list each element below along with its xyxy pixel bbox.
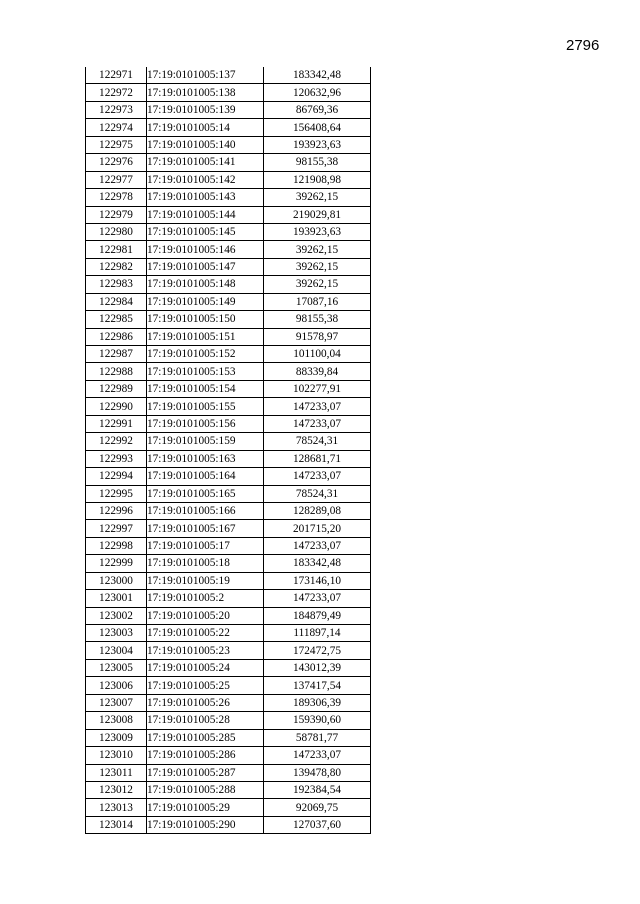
table-row bbox=[86, 816, 371, 833]
row-number-cell: 122997 bbox=[86, 520, 147, 537]
row-number-cell: 122994 bbox=[86, 468, 147, 485]
value-cell: 39262,15 bbox=[264, 189, 371, 206]
cadastral-number-cell: 17:19:0101005:143 bbox=[147, 189, 264, 206]
row-number-cell: 122980 bbox=[86, 223, 147, 240]
row-number-cell: 122981 bbox=[86, 241, 147, 258]
value-cell: 128289,08 bbox=[264, 502, 371, 519]
cadastral-number-cell: 17:19:0101005:2 bbox=[147, 590, 264, 607]
cadastral-number-cell: 17:19:0101005:290 bbox=[147, 816, 264, 833]
row-number-cell: 123010 bbox=[86, 747, 147, 764]
table-row bbox=[86, 555, 371, 572]
table-row bbox=[86, 398, 371, 415]
table-row bbox=[86, 346, 371, 363]
cadastral-number-cell: 17:19:0101005:148 bbox=[147, 276, 264, 293]
table-row bbox=[86, 572, 371, 589]
cadastral-number-cell: 17:19:0101005:286 bbox=[147, 747, 264, 764]
value-cell: 172472,75 bbox=[264, 642, 371, 659]
value-cell: 173146,10 bbox=[264, 572, 371, 589]
cadastral-number-cell: 17:19:0101005:22 bbox=[147, 625, 264, 642]
row-number-cell: 122990 bbox=[86, 398, 147, 415]
table-row bbox=[86, 799, 371, 816]
table-row bbox=[86, 520, 371, 537]
table-row bbox=[86, 258, 371, 275]
value-cell: 17087,16 bbox=[264, 293, 371, 310]
value-cell: 88339,84 bbox=[264, 363, 371, 380]
cadastral-number-cell: 17:19:0101005:137 bbox=[147, 67, 264, 84]
value-cell: 184879,49 bbox=[264, 607, 371, 624]
value-cell: 86769,36 bbox=[264, 101, 371, 118]
cadastral-number-cell: 17:19:0101005:144 bbox=[147, 206, 264, 223]
value-cell: 91578,97 bbox=[264, 328, 371, 345]
value-cell: 143012,39 bbox=[264, 659, 371, 676]
row-number-cell: 122985 bbox=[86, 311, 147, 328]
table-row bbox=[86, 537, 371, 554]
cadastral-number-cell: 17:19:0101005:159 bbox=[147, 433, 264, 450]
row-number-cell: 122982 bbox=[86, 258, 147, 275]
value-cell: 201715,20 bbox=[264, 520, 371, 537]
cadastral-number-cell: 17:19:0101005:139 bbox=[147, 101, 264, 118]
cadastral-number-cell: 17:19:0101005:153 bbox=[147, 363, 264, 380]
table-row bbox=[86, 781, 371, 798]
table-row bbox=[86, 415, 371, 432]
row-number-cell: 123007 bbox=[86, 694, 147, 711]
table-row bbox=[86, 136, 371, 153]
table-row bbox=[86, 625, 371, 642]
cadastral-number-cell: 17:19:0101005:14 bbox=[147, 119, 264, 136]
cadastral-number-cell: 17:19:0101005:20 bbox=[147, 607, 264, 624]
cadastral-number-cell: 17:19:0101005:164 bbox=[147, 468, 264, 485]
value-cell: 120632,96 bbox=[264, 84, 371, 101]
cadastral-number-cell: 17:19:0101005:19 bbox=[147, 572, 264, 589]
cadastral-number-cell: 17:19:0101005:141 bbox=[147, 154, 264, 171]
value-cell: 39262,15 bbox=[264, 241, 371, 258]
cadastral-number-cell: 17:19:0101005:17 bbox=[147, 537, 264, 554]
table-row bbox=[86, 189, 371, 206]
cadastral-number-cell: 17:19:0101005:156 bbox=[147, 415, 264, 432]
table-row bbox=[86, 607, 371, 624]
value-cell: 39262,15 bbox=[264, 276, 371, 293]
row-number-cell: 122992 bbox=[86, 433, 147, 450]
table-row bbox=[86, 468, 371, 485]
table-row bbox=[86, 450, 371, 467]
cadastral-number-cell: 17:19:0101005:18 bbox=[147, 555, 264, 572]
cadastral-number-cell: 17:19:0101005:147 bbox=[147, 258, 264, 275]
row-number-cell: 123012 bbox=[86, 781, 147, 798]
row-number-cell: 123006 bbox=[86, 677, 147, 694]
value-cell: 159390,60 bbox=[264, 712, 371, 729]
table-row bbox=[86, 659, 371, 676]
value-cell: 147233,07 bbox=[264, 415, 371, 432]
row-number-cell: 122972 bbox=[86, 84, 147, 101]
row-number-cell: 123000 bbox=[86, 572, 147, 589]
cadastral-number-cell: 17:19:0101005:150 bbox=[147, 311, 264, 328]
row-number-cell: 123014 bbox=[86, 816, 147, 833]
cadastral-number-cell: 17:19:0101005:138 bbox=[147, 84, 264, 101]
table-row bbox=[86, 712, 371, 729]
value-cell: 147233,07 bbox=[264, 398, 371, 415]
cadastral-number-cell: 17:19:0101005:163 bbox=[147, 450, 264, 467]
row-number-cell: 122986 bbox=[86, 328, 147, 345]
table-row bbox=[86, 328, 371, 345]
cadastral-number-cell: 17:19:0101005:152 bbox=[147, 346, 264, 363]
row-number-cell: 123004 bbox=[86, 642, 147, 659]
cadastral-number-cell: 17:19:0101005:155 bbox=[147, 398, 264, 415]
value-cell: 98155,38 bbox=[264, 154, 371, 171]
cadastral-number-cell: 17:19:0101005:26 bbox=[147, 694, 264, 711]
value-cell: 147233,07 bbox=[264, 747, 371, 764]
value-cell: 183342,48 bbox=[264, 555, 371, 572]
table-row bbox=[86, 241, 371, 258]
cadastral-number-cell: 17:19:0101005:154 bbox=[147, 380, 264, 397]
value-cell: 137417,54 bbox=[264, 677, 371, 694]
row-number-cell: 122977 bbox=[86, 171, 147, 188]
row-number-cell: 122976 bbox=[86, 154, 147, 171]
cadastral-number-cell: 17:19:0101005:145 bbox=[147, 223, 264, 240]
table-row bbox=[86, 642, 371, 659]
value-cell: 156408,64 bbox=[264, 119, 371, 136]
table-row bbox=[86, 747, 371, 764]
row-number-cell: 122991 bbox=[86, 415, 147, 432]
value-cell: 127037,60 bbox=[264, 816, 371, 833]
cadastral-number-cell: 17:19:0101005:25 bbox=[147, 677, 264, 694]
cadastral-number-cell: 17:19:0101005:151 bbox=[147, 328, 264, 345]
value-cell: 121908,98 bbox=[264, 171, 371, 188]
value-cell: 78524,31 bbox=[264, 485, 371, 502]
value-cell: 102277,91 bbox=[264, 380, 371, 397]
row-number-cell: 122973 bbox=[86, 101, 147, 118]
table-row bbox=[86, 363, 371, 380]
cadastral-number-cell: 17:19:0101005:140 bbox=[147, 136, 264, 153]
table-row bbox=[86, 206, 371, 223]
value-cell: 58781,77 bbox=[264, 729, 371, 746]
row-number-cell: 122999 bbox=[86, 555, 147, 572]
row-number-cell: 122971 bbox=[86, 67, 147, 84]
table-row bbox=[86, 101, 371, 118]
row-number-cell: 122996 bbox=[86, 502, 147, 519]
row-number-cell: 122978 bbox=[86, 189, 147, 206]
cadastral-number-cell: 17:19:0101005:167 bbox=[147, 520, 264, 537]
value-cell: 147233,07 bbox=[264, 590, 371, 607]
table-row bbox=[86, 276, 371, 293]
table-row bbox=[86, 694, 371, 711]
cadastral-number-cell: 17:19:0101005:287 bbox=[147, 764, 264, 781]
value-cell: 78524,31 bbox=[264, 433, 371, 450]
row-number-cell: 123001 bbox=[86, 590, 147, 607]
table-row bbox=[86, 590, 371, 607]
row-number-cell: 123008 bbox=[86, 712, 147, 729]
registry-table bbox=[85, 67, 371, 834]
cadastral-number-cell: 17:19:0101005:29 bbox=[147, 799, 264, 816]
value-cell: 128681,71 bbox=[264, 450, 371, 467]
table-row bbox=[86, 154, 371, 171]
cadastral-number-cell: 17:19:0101005:24 bbox=[147, 659, 264, 676]
value-cell: 111897,14 bbox=[264, 625, 371, 642]
table-row bbox=[86, 764, 371, 781]
cadastral-number-cell: 17:19:0101005:23 bbox=[147, 642, 264, 659]
cadastral-number-cell: 17:19:0101005:166 bbox=[147, 502, 264, 519]
value-cell: 139478,80 bbox=[264, 764, 371, 781]
row-number-cell: 123011 bbox=[86, 764, 147, 781]
table-row bbox=[86, 84, 371, 101]
table-row bbox=[86, 293, 371, 310]
table-row bbox=[86, 677, 371, 694]
table-row bbox=[86, 67, 371, 84]
cadastral-number-cell: 17:19:0101005:285 bbox=[147, 729, 264, 746]
row-number-cell: 122989 bbox=[86, 380, 147, 397]
value-cell: 147233,07 bbox=[264, 537, 371, 554]
row-number-cell: 122998 bbox=[86, 537, 147, 554]
cadastral-number-cell: 17:19:0101005:149 bbox=[147, 293, 264, 310]
table-row bbox=[86, 380, 371, 397]
table-row bbox=[86, 223, 371, 240]
table-row bbox=[86, 485, 371, 502]
row-number-cell: 122974 bbox=[86, 119, 147, 136]
value-cell: 193923,63 bbox=[264, 136, 371, 153]
cadastral-number-cell: 17:19:0101005:28 bbox=[147, 712, 264, 729]
row-number-cell: 123013 bbox=[86, 799, 147, 816]
value-cell: 92069,75 bbox=[264, 799, 371, 816]
table-row bbox=[86, 433, 371, 450]
row-number-cell: 122975 bbox=[86, 136, 147, 153]
value-cell: 147233,07 bbox=[264, 468, 371, 485]
cadastral-number-cell: 17:19:0101005:165 bbox=[147, 485, 264, 502]
table-row bbox=[86, 119, 371, 136]
row-number-cell: 122979 bbox=[86, 206, 147, 223]
value-cell: 101100,04 bbox=[264, 346, 371, 363]
row-number-cell: 123003 bbox=[86, 625, 147, 642]
table-row bbox=[86, 311, 371, 328]
value-cell: 189306,39 bbox=[264, 694, 371, 711]
cadastral-number-cell: 17:19:0101005:288 bbox=[147, 781, 264, 798]
table-row bbox=[86, 502, 371, 519]
row-number-cell: 122988 bbox=[86, 363, 147, 380]
value-cell: 98155,38 bbox=[264, 311, 371, 328]
row-number-cell: 122983 bbox=[86, 276, 147, 293]
row-number-cell: 122984 bbox=[86, 293, 147, 310]
registry-table-body bbox=[86, 67, 371, 834]
row-number-cell: 123002 bbox=[86, 607, 147, 624]
cadastral-number-cell: 17:19:0101005:146 bbox=[147, 241, 264, 258]
value-cell: 183342,48 bbox=[264, 67, 371, 84]
row-number-cell: 122987 bbox=[86, 346, 147, 363]
value-cell: 193923,63 bbox=[264, 223, 371, 240]
row-number-cell: 123005 bbox=[86, 659, 147, 676]
row-number-cell: 122995 bbox=[86, 485, 147, 502]
row-number-cell: 123009 bbox=[86, 729, 147, 746]
page-number: 2796 bbox=[566, 37, 600, 54]
cadastral-number-cell: 17:19:0101005:142 bbox=[147, 171, 264, 188]
value-cell: 192384,54 bbox=[264, 781, 371, 798]
row-number-cell: 122993 bbox=[86, 450, 147, 467]
value-cell: 39262,15 bbox=[264, 258, 371, 275]
table-row bbox=[86, 729, 371, 746]
value-cell: 219029,81 bbox=[264, 206, 371, 223]
table-row bbox=[86, 171, 371, 188]
